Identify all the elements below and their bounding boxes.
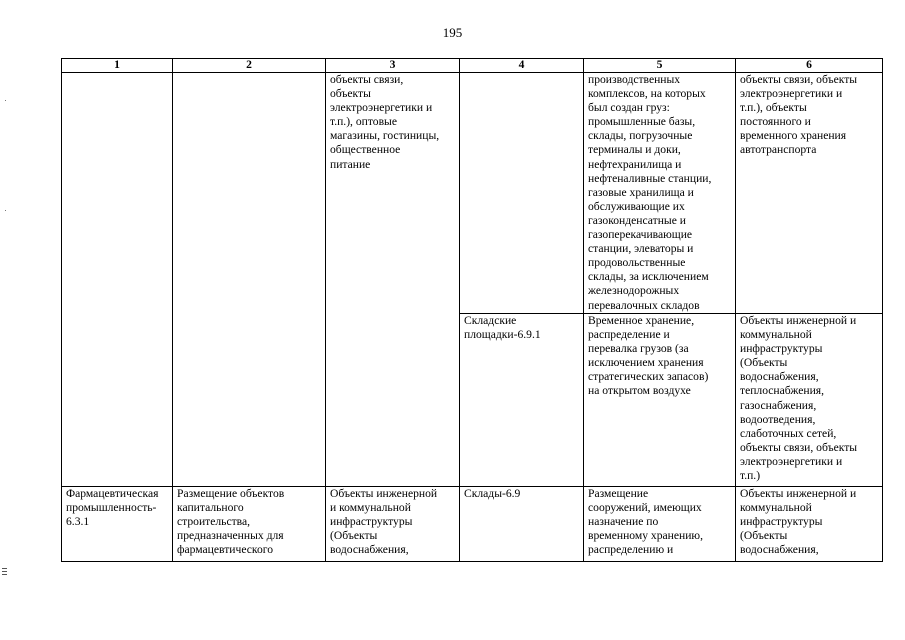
table-cell-use-description: производственных комплексов, на которых был создан груз: промышленные базы, склады, погрузочные терминалы и доки, нефтехранилища и нефтеналивные станции, газовые хранилища и обслуживающие их газоконденсатные и газоперекачивающие станции, элеваторы и продовольственные склады, за исключением железнодорожных перевалочных складов xyxy=(584,73,736,314)
table-cell-zone xyxy=(62,73,173,487)
column-header-4: 4 xyxy=(460,59,584,73)
table-cell-auxiliary: объекты связи, объекты электроэнергетики и т.п.), объекты постоянного и временного хранения автотранспорта xyxy=(736,73,883,314)
table-cell-use-type: Складские площадки-6.9.1 xyxy=(460,314,584,487)
scan-margin-mark xyxy=(2,571,7,572)
table-row xyxy=(62,73,883,314)
scan-margin-mark xyxy=(2,574,7,575)
land-use-table xyxy=(61,58,883,562)
column-header-5: 5 xyxy=(584,59,736,73)
table-cell-description: Размещение объектов капитального строительства, предназначенных для фармацевтического xyxy=(173,487,326,562)
column-header-2: 2 xyxy=(173,59,326,73)
scan-margin-dot xyxy=(5,210,6,211)
table-cell-infrastructure: объекты связи, объекты электроэнергетики и т.п.), оптовые магазины, гостиницы, общественное питание xyxy=(326,73,460,487)
table-header-row xyxy=(62,59,883,73)
column-header-3: 3 xyxy=(326,59,460,73)
column-header-6: 6 xyxy=(736,59,883,73)
table-row xyxy=(62,487,883,562)
scan-margin-mark xyxy=(2,568,7,569)
column-header-1: 1 xyxy=(62,59,173,73)
table-cell-description xyxy=(173,73,326,487)
table-cell-use-type: Склады-6.9 xyxy=(460,487,584,562)
scan-margin-dot xyxy=(5,100,6,101)
page-number: 195 xyxy=(442,25,463,40)
table-cell-auxiliary: Объекты инженерной и коммунальной инфраструктуры (Объекты водоснабжения, теплоснабжения, газоснабжения, водоотведения, слаботочных сетей, объекты связи, объекты электроэнергетики и т.п.) xyxy=(736,314,883,487)
table-cell-use-description: Временное хранение, распределение и перевалка грузов (за исключением хранения стратегических запасов) на открытом воздухе xyxy=(584,314,736,487)
table-cell-auxiliary: Объекты инженерной и коммунальной инфраструктуры (Объекты водоснабжения, xyxy=(736,487,883,562)
table-cell-infrastructure: Объекты инженерной и коммунальной инфраструктуры (Объекты водоснабжения, xyxy=(326,487,460,562)
table-cell-use-description: Размещение сооружений, имеющих назначение по временному хранению, распределению и xyxy=(584,487,736,562)
table-cell-zone: Фармацевтическая промышленность- 6.3.1 xyxy=(62,487,173,562)
table-cell-use-type xyxy=(460,73,584,314)
